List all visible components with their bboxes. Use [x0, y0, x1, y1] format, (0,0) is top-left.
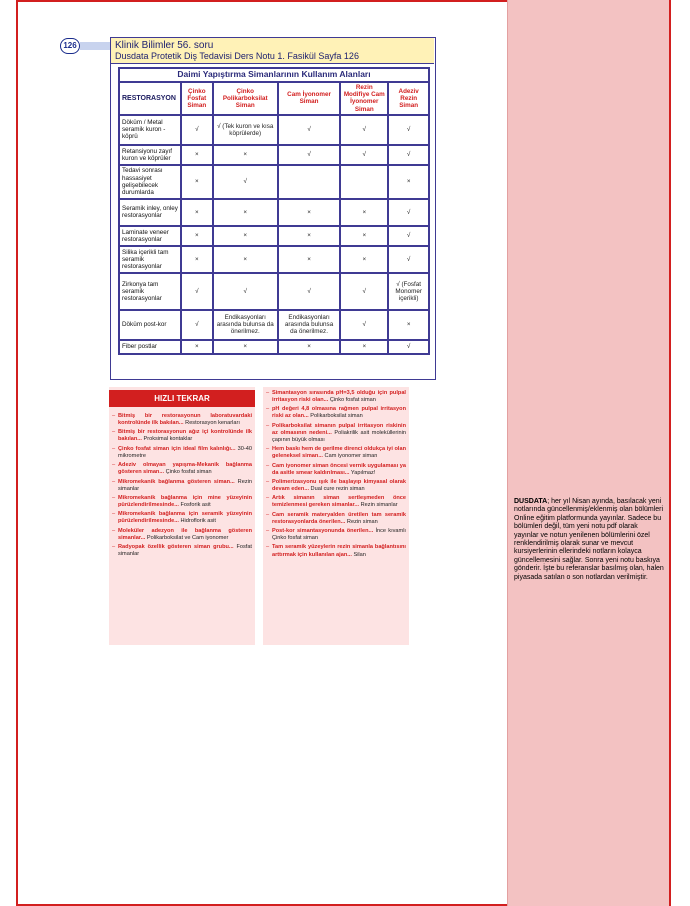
table-cell: √ [278, 115, 340, 145]
review-item [266, 479, 406, 493]
review-question: pH değeri 4,8 olmasına rağmen pulpal irritasyon riski az olan... [272, 406, 406, 420]
table-row [119, 310, 429, 340]
quick-review-heading: HIZLI TEKRAR [109, 390, 255, 407]
table-cell [278, 165, 340, 199]
table-cell: √ (Tek kuron ve kısa köprülerde) [213, 115, 278, 145]
table-cell: × [388, 165, 429, 199]
row-label: Döküm / Metal seramik kuron - köprü [119, 115, 181, 145]
review-question: Cam iyonomer siman öncesi vernik uygulaması ya da asitle smear kaldırılması... [272, 462, 406, 476]
table-cell: × [213, 199, 278, 226]
question-title: Klinik Bilimler 56. soru [115, 40, 214, 51]
review-answer: Proksimal kontaklar [141, 436, 193, 443]
review-item [112, 462, 252, 476]
review-answer: 30-40 mikrometre [118, 445, 252, 459]
table-cell: × [213, 246, 278, 273]
review-question: Bitmiş bir restorasyonun ağız içi kontrolünde ilk bakılan... [118, 429, 252, 443]
table-cell: × [181, 340, 213, 354]
review-question: Artık simanın siman sertleşmeden önce temizlenmesi gereken simanlar... [272, 495, 406, 509]
column-header: Cam İyonomer Siman [278, 82, 340, 115]
side-note-brand: DUSDATA [514, 498, 548, 505]
row-header: RESTORASYON [119, 82, 181, 115]
row-label: Zirkonya tam seramik restorasyonlar [119, 273, 181, 310]
column-header: Çinko Fosfat Siman [181, 82, 213, 115]
review-list-right [266, 390, 406, 561]
table-cell: × [278, 226, 340, 246]
review-item [266, 463, 406, 477]
review-question: Bitmiş bir restorasyonun laboratuvardaki kontrolünde ilk bakılan... [118, 413, 252, 427]
table-header-row [119, 82, 429, 115]
review-question: Tam seramik yüzeylerin rezin simanla bağlantısını arttırmak için kullanılan ajan... [272, 544, 406, 558]
quick-review-left [109, 387, 255, 645]
table-cell: × [181, 199, 213, 226]
table-row [119, 273, 429, 310]
table-cell: √ [388, 246, 429, 273]
table-cell: √ [181, 115, 213, 145]
table-cell: √ [340, 145, 388, 165]
question-subtitle: Dusdata Protetik Diş Tedavisi Ders Notu 1. Fasikül Sayfa 126 [115, 51, 359, 61]
review-answer: Restorasyon kenarları [183, 420, 240, 427]
review-item [112, 544, 252, 558]
review-answer: Dual cure rezin siman [309, 486, 365, 493]
side-note-text: ; her yıl Nisan ayında, basılacak yeni notlarında güncellenmiş/eklenmiş olan bölümleri Online eğitim platformunda yayınlar. Sadece bu bölümleri değil, tüm yeni notu pdf olarak yayınlar ve notun yenilenen bölümlerini özel renklendirilmiş olarak sunar ve mevcut kursiyerlerinin ellerindeki notların kolayca güncellemesini sağlar. Sonra yeni notu baskıya gönderir. İşte bu referanslar basılmış olan, halen piyasada satılan o son notlardan verilmiştir. [514, 498, 664, 581]
table-cell: √ (Fosfat Monomer içerikli) [388, 273, 429, 310]
review-question: Adeziv olmayan yapışma-Mekanik bağlanma gösteren siman... [118, 462, 252, 476]
table-row [119, 246, 429, 273]
table-cell: √ [388, 340, 429, 354]
row-label: Fiber postlar [119, 340, 181, 354]
review-question: Polikarboksilat simanın pulpal irritasyon riskinin az olmasının nedeni... [272, 422, 406, 436]
row-label: Döküm post-kor [119, 310, 181, 340]
table-cell: √ [388, 226, 429, 246]
table-row [119, 226, 429, 246]
table-cell: × [181, 226, 213, 246]
table-cell: × [181, 246, 213, 273]
row-label: Retansiyonu zayıf kuron ve köprüler [119, 145, 181, 165]
review-answer: Çinko fosfat siman [328, 397, 376, 404]
review-item [112, 429, 252, 443]
review-answer: Rezin siman [345, 518, 378, 525]
review-item [112, 511, 252, 525]
review-item [266, 528, 406, 542]
review-question: Radyopak özellik gösteren siman grubu... [118, 544, 234, 550]
table-cell: √ [181, 310, 213, 340]
review-item [266, 446, 406, 460]
cement-table [118, 67, 430, 355]
table-cell: × [340, 340, 388, 354]
review-item [112, 495, 252, 509]
table-cell: √ [340, 115, 388, 145]
question-card [110, 37, 436, 380]
table-cell: × [278, 199, 340, 226]
table-cell: × [340, 199, 388, 226]
review-answer: Polikarboksilat ve Cam iyonomer [145, 534, 229, 541]
review-answer: Çinko fosfat siman [164, 469, 212, 476]
row-label: Laminate veneer restorasyonlar [119, 226, 181, 246]
table-cell: √ [388, 199, 429, 226]
review-question: Polimerizasyonu ışık ile başlayıp kimyasal olarak devam eden... [272, 478, 406, 493]
review-question: Mikromekanik bağlanma gösteren siman... [118, 478, 235, 485]
review-answer: Yapılmaz! [349, 469, 376, 476]
table-cell: √ [340, 310, 388, 340]
table-row [119, 165, 429, 199]
column-header: Adeziv Rezin Siman [388, 82, 429, 115]
review-answer: Rezin simanlar [359, 502, 398, 509]
table-cell: √ [213, 165, 278, 199]
table-cell: √ [278, 145, 340, 165]
review-item [266, 423, 406, 444]
table-cell: × [213, 226, 278, 246]
review-answer: Hidroflorik asit [178, 518, 216, 525]
review-question: Çinko fosfat siman için ideal film kalınlığı... [118, 445, 236, 452]
review-answer: Poliakrilik asit moleküllerinin çapının büyük olması [272, 429, 406, 443]
review-answer: Fosforik asit [178, 501, 211, 508]
question-header [111, 38, 434, 64]
table-row [119, 340, 429, 354]
table-cell: × [181, 165, 213, 199]
table-cell: × [213, 145, 278, 165]
review-question: Mikromekanik bağlanma için seramik yüzeyinin pürüzlendirilmesinde... [118, 511, 252, 525]
review-question: Post-kor simantasyonunda önerilen... [272, 528, 374, 535]
page-number-badge: 126 [60, 38, 80, 54]
table-row [119, 115, 429, 145]
side-note [514, 498, 664, 582]
review-question: Simantasyon sırasında pH=3,5 olduğu için pulpal irritasyon riski olan... [272, 390, 406, 404]
table-cell: × [181, 145, 213, 165]
table-cell: × [278, 340, 340, 354]
review-answer: Rezin simanlar [118, 478, 252, 492]
review-question: Cam seramik materyalden üretilen tam seramik restorasyonlarda önerilen... [272, 511, 406, 525]
row-label: Silika içerikli tam seramik restorasyonlar [119, 246, 181, 273]
review-answer: Cam iyonomer siman [323, 453, 378, 460]
table-cell: Endikasyonları arasında bulunsa da önerilmez. [213, 310, 278, 340]
table-title: Daimi Yapıştırma Simanlarının Kullanım Alanları [119, 68, 429, 82]
table-cell: Endikasyonları arasında bulunsa da önerilmez. [278, 310, 340, 340]
table-row [119, 145, 429, 165]
column-header: Çinko Polikarboksilat Siman [213, 82, 278, 115]
quick-review-right [263, 387, 409, 645]
table-cell: × [388, 310, 429, 340]
review-item [266, 390, 406, 404]
table-cell: √ [213, 273, 278, 310]
review-item [112, 528, 252, 542]
review-answer: Polikarboksilat siman [308, 413, 363, 420]
column-header: Rezin Modifiye Cam İyonomer Siman [340, 82, 388, 115]
table-cell: √ [340, 273, 388, 310]
review-answer: Fosfat simanlar [118, 544, 252, 558]
review-answer: Silan [351, 551, 366, 558]
table-cell: × [213, 340, 278, 354]
page-number-bar [80, 42, 110, 50]
review-item [112, 446, 252, 460]
side-panel [507, 0, 669, 906]
table-cell: × [340, 226, 388, 246]
table-cell: √ [181, 273, 213, 310]
table-cell: √ [388, 115, 429, 145]
table-cell: × [340, 246, 388, 273]
review-item [112, 413, 252, 427]
review-question: Moleküler adezyon ile bağlanma gösteren simanlar... [118, 527, 252, 541]
review-item [266, 495, 406, 509]
review-item [266, 544, 406, 558]
review-item [112, 479, 252, 493]
review-item [266, 512, 406, 526]
table-cell: √ [278, 273, 340, 310]
row-label: Seramik inley, onley restorasyonlar [119, 199, 181, 226]
review-answer: İnce kıvamlı Çinko fosfat siman [272, 528, 406, 542]
row-label: Tedavi sonrası hassasiyet gelişebilecek durumlarda [119, 165, 181, 199]
table-row [119, 199, 429, 226]
table-cell: × [278, 246, 340, 273]
review-question: Hem baskı hem de gerilme direnci oldukça iyi olan geleneksel siman... [272, 446, 406, 460]
review-question: Mikromekanik bağlanma için mine yüzeyinin pürüzlendirilmesinde... [118, 494, 252, 508]
table-cell [340, 165, 388, 199]
review-item [266, 406, 406, 420]
review-list-left [112, 413, 252, 560]
table-cell: √ [388, 145, 429, 165]
